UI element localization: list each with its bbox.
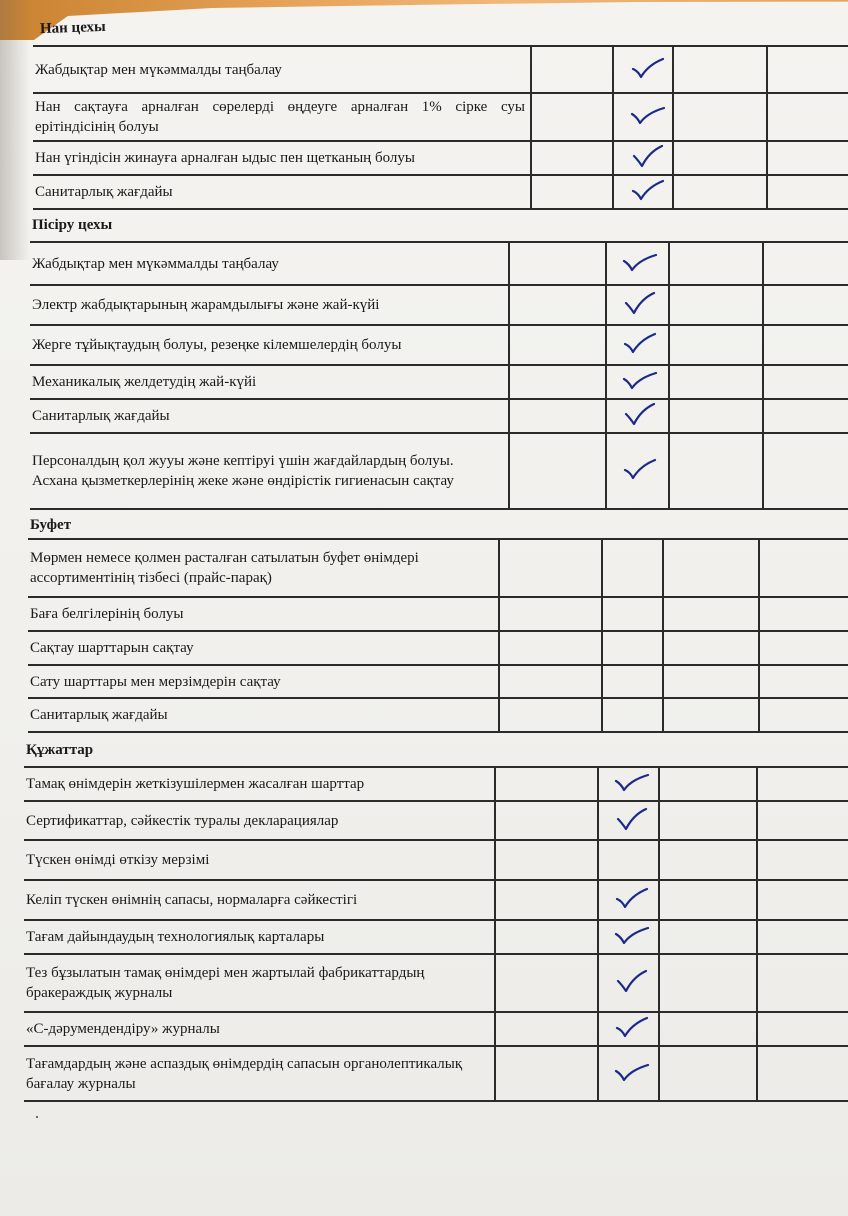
table-column-divider	[762, 241, 764, 508]
table-column-divider	[601, 538, 603, 731]
table-column-divider	[672, 45, 674, 208]
checkmark-icon	[630, 56, 666, 82]
table-row-divider	[24, 800, 848, 802]
checkmark-icon	[614, 969, 650, 995]
checkmark-icon	[614, 1060, 650, 1086]
checklist-item-label: Сату шарттары мен мерзімдерін сақтау	[30, 673, 281, 690]
table-row-divider	[30, 398, 848, 400]
section-title-buffet: Буфет	[30, 517, 72, 533]
table-column-divider	[498, 538, 500, 731]
checklist-item-label: Түскен өнімді өткізу мерзімі	[26, 852, 210, 868]
checkmark-icon	[622, 250, 658, 276]
checklist-item-label: Санитарлық жағдайы	[35, 184, 173, 200]
table-row-divider	[28, 596, 848, 598]
checkmark-icon	[614, 923, 650, 949]
table-row-divider	[24, 879, 848, 881]
table-row-divider	[33, 92, 848, 94]
checklist-item-label: Персоналдың қол жууы және кептіруі үшін жағдайлардың болуы. Асхана қызметкерлерінің жеке және өндірістік гигиенасын сақтау	[32, 453, 454, 489]
section-title-documents: Құжаттар	[26, 742, 94, 758]
checkmark-icon	[614, 770, 650, 796]
table-column-divider	[758, 538, 760, 731]
table-row-divider	[24, 1011, 848, 1013]
checklist-item-label: Сертификаттар, сәйкестік туралы декларациялар	[26, 812, 339, 829]
checkmark-icon	[622, 331, 658, 357]
table-row-divider	[28, 538, 848, 540]
checklist-item-label: Баға белгілерінің болуы	[30, 606, 184, 622]
table-row-divider	[24, 1045, 848, 1047]
ink-speck	[36, 1116, 38, 1118]
checklist-item-label: Жабдықтар мен мүкәммалды таңбалау	[35, 61, 282, 78]
table-column-divider	[668, 241, 670, 508]
checklist-item-label: Нан үгіндісін жинауға арналған ыдыс пен щетканың болуы	[35, 150, 415, 166]
checklist-item-label: «С-дәрумендендіру» журналы	[26, 1021, 220, 1037]
table-column-divider	[658, 766, 660, 1100]
section-title-cooking-shop: Пісіру цехы	[32, 217, 113, 233]
section-title-bread-shop: Нан цехы	[39, 18, 107, 38]
checklist-item-label: Тез бұзылатын тамақ өнімдері мен жартылай фабрикаттардың бракераждық журналы	[26, 965, 425, 1001]
table-row-divider	[30, 432, 848, 434]
table-row-divider	[28, 664, 848, 666]
table-column-divider	[597, 766, 599, 1100]
table-row-divider	[24, 766, 848, 768]
checkmark-icon	[630, 103, 666, 129]
checkmark-icon	[622, 291, 658, 317]
checkmark-icon	[622, 457, 658, 483]
checkmark-icon	[622, 402, 658, 428]
checkmark-icon	[630, 144, 666, 170]
checkmark-icon	[614, 886, 650, 912]
table-row-divider	[24, 839, 848, 841]
table-row-divider	[24, 1100, 848, 1102]
checklist-item-label: Тамақ өнімдерін жеткізушілермен жасалған шарттар	[26, 776, 365, 792]
checklist-item-label: Электр жабдықтарының жарамдылығы және жай-күйі	[32, 297, 380, 313]
table-row-divider	[30, 508, 848, 510]
table-row-divider	[24, 953, 848, 955]
checklist-item-label: Тағамдардың және аспаздық өнімдердің сапасын органолептикалық бағалау журналы	[26, 1055, 463, 1092]
checklist-item-label: Санитарлық жағдайы	[32, 408, 170, 424]
torn-page-corner	[0, 0, 848, 40]
table-row-divider	[30, 324, 848, 326]
checklist-item-label: Санитарлық жағдайы	[30, 707, 168, 723]
checklist-item-label: Жерге тұйықтаудың болуы, резеңке кілемшелердің болуы	[32, 337, 402, 353]
table-row-divider	[28, 630, 848, 632]
table-column-divider	[508, 241, 510, 508]
page-fold-shadow	[0, 0, 30, 260]
checklist-item-label: Нан сақтауға арналған сөрелерді өңдеуге арналған 1% сірке суы ерітіндісінің болуы	[35, 99, 525, 135]
table-column-divider	[766, 45, 768, 208]
table-row-divider	[28, 697, 848, 699]
table-column-divider	[605, 241, 607, 508]
checklist-item-label: Мөрмен немесе қолмен расталған сатылатын буфет өнімдері ассортиментінің тізбесі (прайс-парақ)	[30, 550, 419, 586]
checkmark-icon	[630, 178, 666, 204]
table-column-divider	[756, 766, 758, 1100]
table-column-divider	[494, 766, 496, 1100]
checklist-item-label: Тағам дайындаудың технологиялық карталары	[26, 929, 325, 945]
table-row-divider	[33, 208, 848, 210]
checkmark-icon	[622, 368, 658, 394]
table-row-divider	[33, 140, 848, 142]
checklist-item-label: Келіп түскен өнімнің сапасы, нормаларға сәйкестігі	[26, 892, 358, 908]
checklist-item-label: Механикалық желдетудің жай-күйі	[32, 374, 257, 390]
checklist-item-label: Сақтау шарттарын сақтау	[30, 640, 194, 656]
checklist-item-label: Жабдықтар мен мүкәммалды таңбалау	[32, 255, 279, 272]
table-row-divider	[30, 284, 848, 286]
table-row-divider	[33, 45, 848, 47]
table-row-divider	[30, 364, 848, 366]
table-column-divider	[612, 45, 614, 208]
table-row-divider	[28, 731, 848, 733]
checkmark-icon	[614, 807, 650, 833]
table-row-divider	[24, 919, 848, 921]
table-column-divider	[530, 45, 532, 208]
table-row-divider	[33, 174, 848, 176]
table-row-divider	[30, 241, 848, 243]
table-column-divider	[662, 538, 664, 731]
checkmark-icon	[614, 1015, 650, 1041]
